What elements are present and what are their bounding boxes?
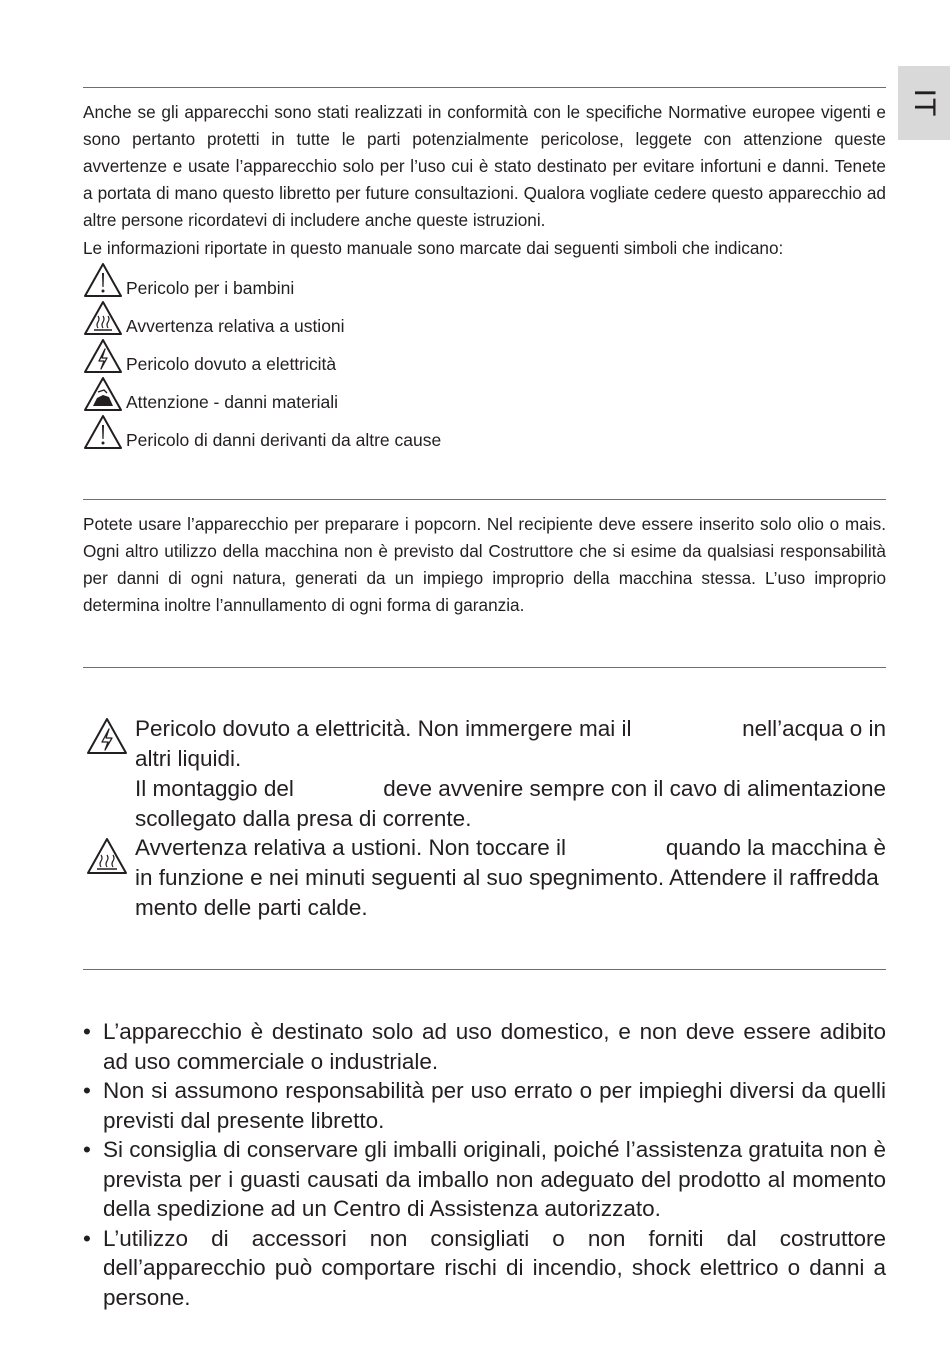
electric-warning-text — [135, 714, 886, 834]
burn-warning-part-b-start: quando la macchina è — [665, 835, 886, 860]
list-item: • L’utilizzo di accessori non consigliati o non forniti dal costruttore dell’apparecchio può comportare rischi di incendio, shock elettrico o danni a persone. — [83, 1224, 886, 1313]
intro-paragraph: Anche se gli apparecchi sono stati realizzati in conformità con le specifiche Normative europee vigenti e sono pertanto protetti in tutte le parti potenzialmente pericolose, leggete con attenzione queste avvertenze e usate l’apparecchio solo per l’uso cui è stato destinato per evitare infortuni e danni. Tenete a portata di mano questo libretto per future consultazioni. Qualora vogliate cedere questo apparecchio ad altre persone ricordatevi di includere anche queste istruzioni. — [83, 102, 886, 230]
burn-warning-line — [135, 833, 886, 863]
general-warnings-list — [83, 1017, 886, 1312]
burn-warning-part-a: Avvertenza relativa a ustioni. Non toccare il — [135, 835, 567, 860]
section-divider — [83, 667, 886, 668]
electric-warning-part-a: Pericolo dovuto a elettricità. Non immergere mai il — [135, 716, 632, 741]
symbol-label: Avvertenza relativa a ustioni — [126, 316, 345, 336]
symbol-label: Pericolo per i bambini — [126, 278, 295, 298]
symbol-row-electric — [83, 336, 336, 374]
language-tab — [898, 66, 950, 140]
electric-triangle-icon — [83, 338, 123, 374]
electric-warning-line — [135, 714, 886, 744]
symbol-label: Pericolo di danni derivanti da altre cause — [126, 430, 442, 450]
section-divider — [83, 87, 886, 88]
exclamation-triangle-icon — [83, 262, 123, 298]
symbol-row-material — [83, 374, 338, 412]
burn-warning-text — [135, 833, 886, 923]
symbol-label: Pericolo dovuto a elettricità — [126, 354, 337, 374]
use-paragraph: Potete usare l’apparecchio per preparare i popcorn. Nel recipiente deve essere inserito solo olio o mais. Ogni altro utilizzo della macchina non è previsto dal Costruttore che si esime da qualsiasi responsabilità per danni di ogni natura, generati da un impiego improprio della macchina stessa. L’uso improprio determina inoltre l’annullamento di ogni forma di garanzia. — [83, 514, 886, 615]
mount-warning-part-b-start: deve avvenire sempre con il cavo di alimentazione — [383, 776, 886, 801]
mount-warning-line — [135, 774, 886, 804]
electric-warning-part-b-start: nell’acqua o in — [742, 716, 886, 741]
section-divider — [83, 499, 886, 500]
burn-warning-continuation: in funzione e nei minuti seguenti al suo spegnimento. Attendere il raffredda — [135, 865, 879, 890]
symbol-row-other — [83, 412, 441, 450]
material-damage-triangle-icon — [83, 376, 123, 412]
burn-warning-icon — [85, 836, 129, 876]
section-divider — [83, 969, 886, 970]
hot-surface-triangle-icon — [83, 300, 123, 336]
list-item: • L’apparecchio è destinato solo ad uso domestico, e non deve essere adibito ad uso commerciale o industriale. — [83, 1017, 886, 1076]
electric-warning-continuation: altri liquidi. — [135, 746, 242, 771]
mount-warning-continuation: scollegato dalla presa di corrente. — [135, 806, 472, 831]
symbol-row-burns — [83, 298, 345, 336]
list-item: • Non si assumono responsabilità per uso errato o per impieghi diversi da quelli previsti dal presente libretto. — [83, 1076, 886, 1135]
list-item: • Si consiglia di conservare gli imballi originali, poiché l’assistenza gratuita non è prevista per i guasti causati da imballo non adeguato del prodotto al momento della spedizione ad un Centro di Assistenza autorizzato. — [83, 1135, 886, 1224]
burn-warning-continuation: mento delle parti calde. — [135, 895, 368, 920]
electric-warning-icon — [85, 716, 129, 756]
mount-warning-part-a: Il montaggio del — [135, 776, 294, 801]
symbol-label: Attenzione - danni materiali — [126, 392, 339, 412]
exclamation-triangle-icon — [83, 414, 123, 450]
symbol-row-children — [83, 260, 294, 298]
language-tab-label: IT — [908, 88, 941, 118]
symbols-intro: Le informazioni riportate in questo manuale sono marcate dai seguenti simboli che indicano: — [83, 238, 784, 258]
